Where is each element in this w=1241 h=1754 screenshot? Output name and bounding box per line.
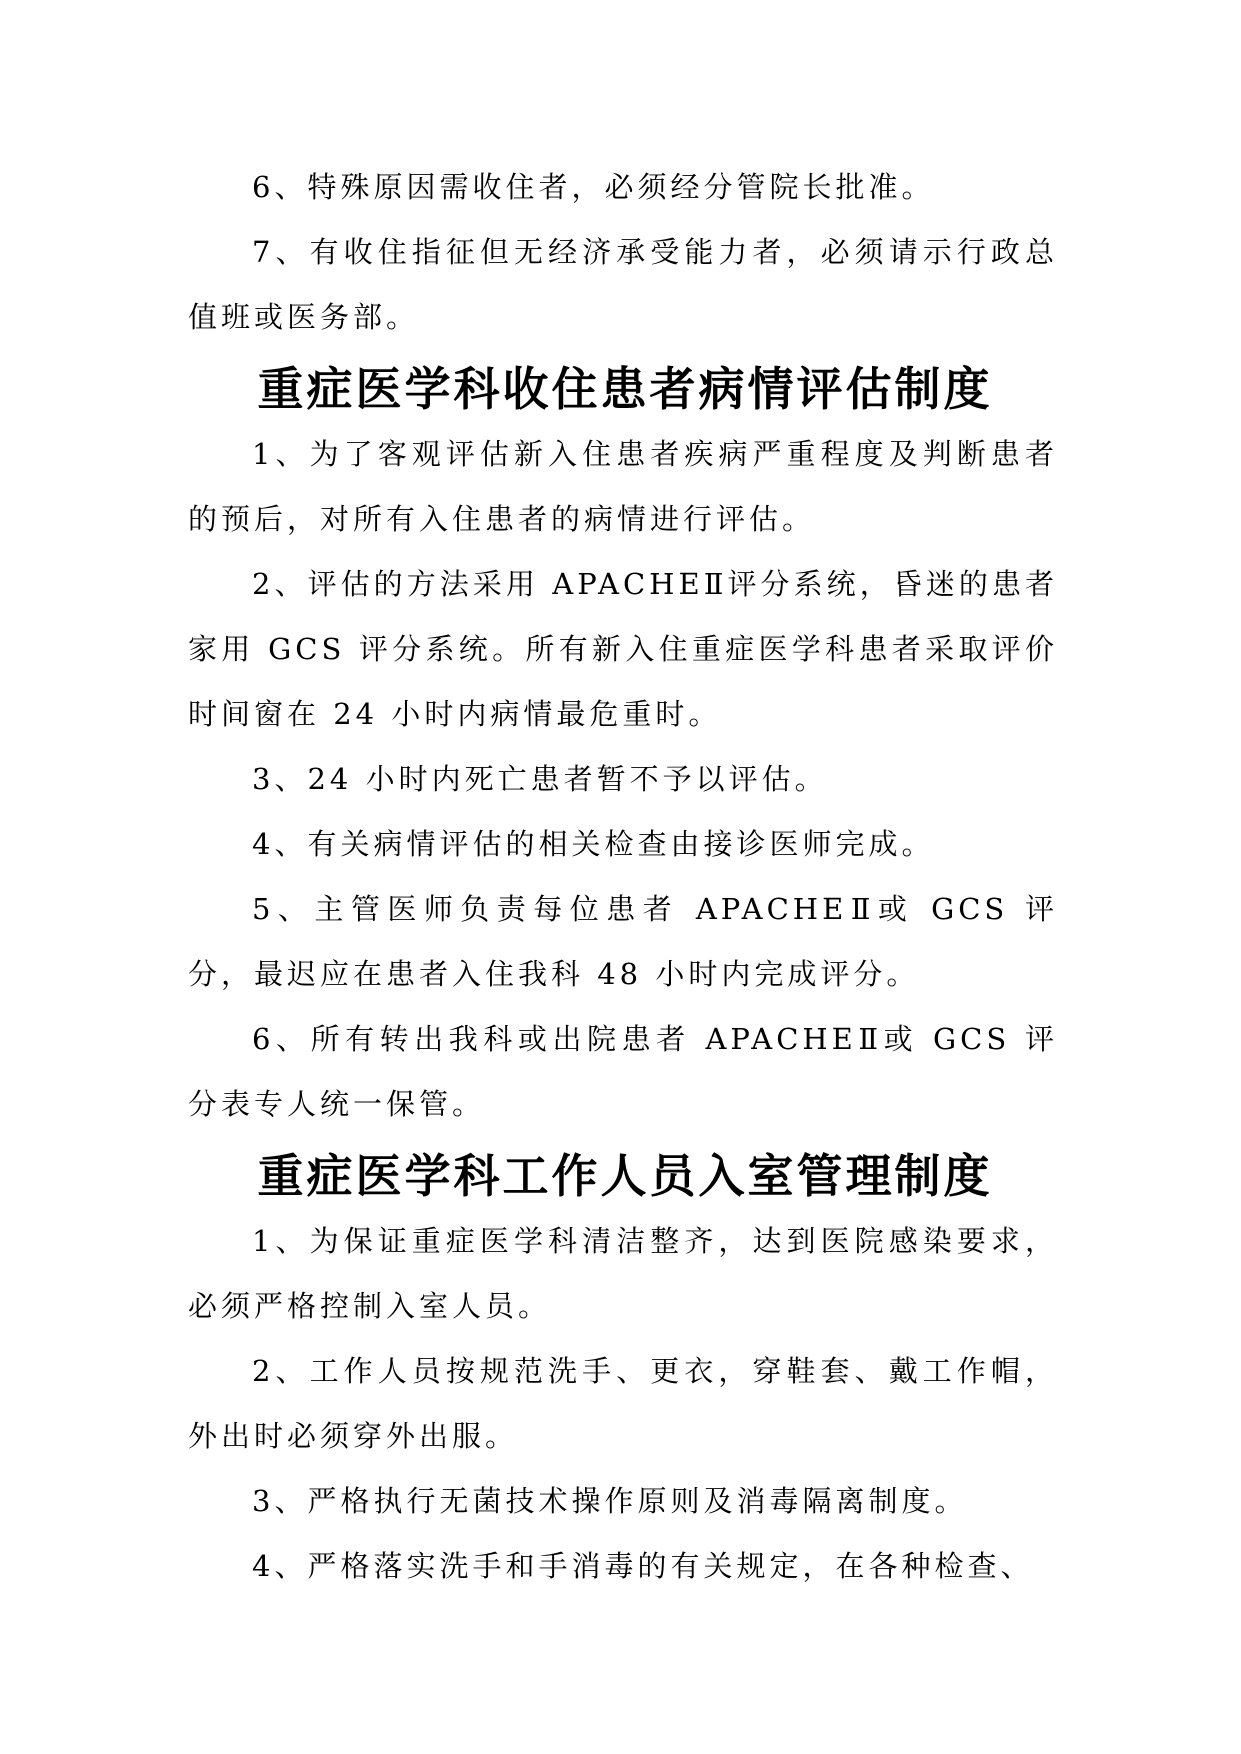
paragraph-assessment-4: 4、有关病情评估的相关检查由接诊医师完成。	[252, 827, 935, 861]
paragraph-assessment-1: 1、为了客观评估新入住患者疾病严重程度及判断患者的预后，对所有入住患者的病情进行评估。	[188, 437, 1058, 536]
paragraph-entry-4: 4、严格落实洗手和手消毒的有关规定，在各种检查、	[252, 1549, 1034, 1583]
paragraph-entry-3: 3、严格执行无菌技术操作原则及消毒隔离制度。	[252, 1484, 968, 1518]
paragraph-assessment-6: 6、所有转出我科或出院患者 APACHEⅡ或 GCS 评分表专人统一保管。	[188, 1022, 1058, 1121]
document-page	[188, 155, 1058, 1599]
paragraph-assessment-3: 3、24 小时内死亡患者暂不予以评估。	[252, 762, 828, 796]
paragraph-intro-6: 6、特殊原因需收住者，必须经分管院长批准。	[252, 170, 935, 204]
paragraph-assessment-5: 5、主管医师负责每位患者 APACHEⅡ或 GCS 评分，最迟应在患者入住我科 48 小时内完成评分。	[188, 892, 1058, 991]
paragraph-intro-7: 7、有收住指征但无经济承受能力者，必须请示行政总值班或医务部。	[188, 235, 1058, 334]
paragraph-assessment-2: 2、评估的方法采用 APACHEⅡ评分系统，昏迷的患者家用 GCS 评分系统。所有新入住重症医学科患者采取评价时间窗在 24 小时内病情最危重时。	[188, 567, 1058, 731]
paragraph-entry-2: 2、工作人员按规范洗手、更衣，穿鞋套、戴工作帽，外出时必须穿外出服。	[188, 1354, 1058, 1453]
section-title-assessment: 重症医学科收住患者病情评估制度	[257, 362, 993, 416]
paragraph-entry-1: 1、为保证重症医学科清洁整齐，达到医院感染要求，必须严格控制入室人员。	[188, 1224, 1058, 1323]
section-title-entry-management: 重症医学科工作人员入室管理制度	[257, 1149, 993, 1203]
